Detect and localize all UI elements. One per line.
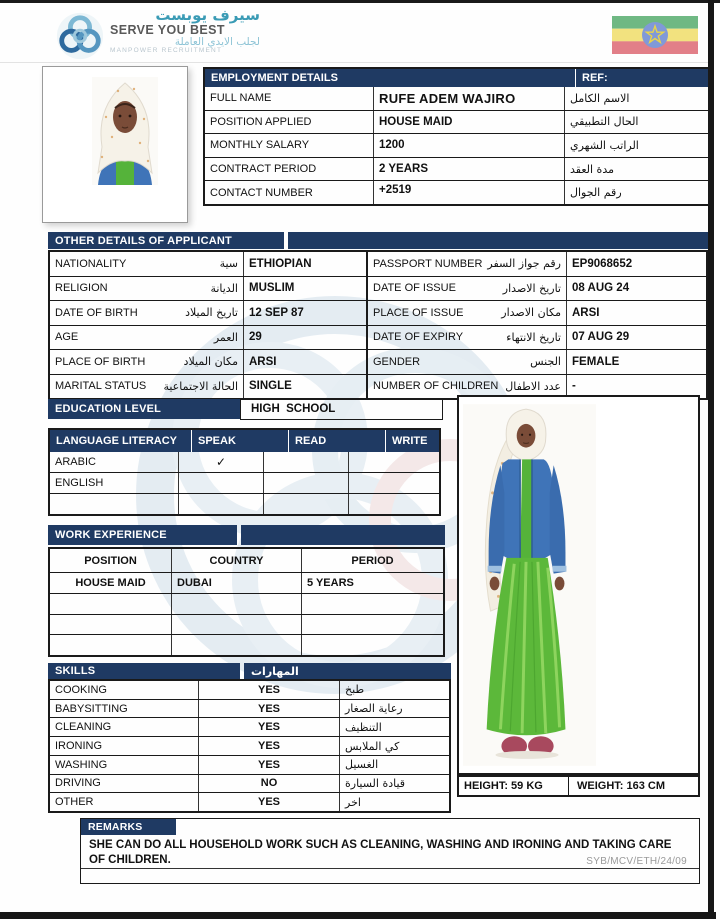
work-header-row	[50, 549, 443, 573]
field-cell	[50, 326, 244, 350]
field-value: MUSLIM	[249, 282, 295, 295]
field-label-arabic: تاريخ الميلاد	[185, 306, 238, 320]
table-row	[50, 350, 366, 375]
field-label-arabic: مدة العقد	[570, 162, 614, 176]
field-value: 1200	[374, 134, 565, 157]
table-row	[50, 635, 443, 655]
document-code: SYB/MCV/ETH/24/09	[586, 856, 687, 867]
field-cell	[368, 350, 567, 374]
position-cell	[50, 635, 172, 655]
education-level-label: EDUCATION LEVEL	[48, 399, 240, 419]
field-label: MONTHLY SALARY	[205, 134, 374, 157]
applicant-fullbody-photo	[463, 401, 596, 769]
period-cell	[302, 594, 443, 614]
column-header-country: COUNTRY	[172, 549, 302, 572]
field-label-arabic: الحالة الاجتماعية	[163, 379, 238, 393]
table-row	[50, 681, 449, 700]
field-label: DATE OF ISSUE	[373, 282, 456, 295]
table-row	[205, 134, 708, 158]
table-row	[50, 473, 439, 494]
other-details-left-table	[48, 250, 368, 400]
height-weight-row	[457, 775, 700, 797]
write-cell	[349, 494, 439, 514]
header-divider	[0, 62, 708, 63]
skill-value: YES	[199, 718, 340, 736]
period-cell	[302, 635, 443, 655]
agency-name: SERVE YOU BEST	[110, 22, 225, 37]
field-label-arabic: رقم الجوال	[570, 186, 622, 200]
language-name: ARABIC	[50, 452, 179, 472]
period-cell: 5 YEARS	[307, 576, 354, 589]
other-details-title: OTHER DETAILS OF APPLICANT	[48, 232, 284, 249]
skill-value: YES	[199, 700, 340, 718]
table-row	[50, 793, 449, 811]
skills-title: SKILLS	[48, 663, 240, 679]
field-value: EP9068652	[572, 257, 633, 270]
skill-label: BABYSITTING	[50, 700, 199, 718]
table-row	[50, 615, 443, 636]
table-row	[205, 158, 708, 182]
agency-logo-knot-icon	[55, 11, 105, 61]
field-label: DATE OF EXPIRY	[373, 331, 464, 344]
field-label-arabic: رقم جواز السفر	[487, 257, 561, 271]
applicant-fullbody-frame	[457, 395, 700, 775]
table-row	[368, 301, 706, 326]
skill-label: COOKING	[50, 681, 199, 699]
table-row	[50, 700, 449, 719]
field-label: CONTACT NUMBER	[205, 181, 374, 204]
field-value: +2519	[374, 181, 565, 204]
field-label-arabic: العمر	[213, 330, 238, 344]
field-cell	[50, 301, 244, 325]
field-value: 2 YEARS	[374, 158, 565, 181]
field-label: PLACE OF ISSUE	[373, 306, 464, 319]
table-row	[50, 252, 366, 277]
table-row	[205, 87, 708, 111]
skill-label-arabic: التنظيف	[345, 720, 382, 734]
field-label-arabic: سية	[219, 257, 238, 271]
skill-label: DRIVING	[50, 775, 199, 793]
table-row	[368, 252, 706, 277]
field-label: GENDER	[373, 355, 421, 368]
table-row	[50, 301, 366, 326]
field-label: POSITION APPLIED	[205, 111, 374, 134]
field-label-arabic: تاريخ الاصدار	[502, 281, 561, 295]
field-label: AGE	[55, 331, 79, 344]
work-experience-title: WORK EXPERIENCE	[48, 525, 237, 545]
education-level-value: HIGH SCHOOL	[240, 398, 443, 420]
read-cell	[264, 473, 349, 493]
country-cell	[172, 594, 302, 614]
field-label: PASSPORT NUMBER	[373, 257, 483, 270]
field-cell	[50, 252, 244, 276]
agency-logo-text	[110, 8, 260, 55]
field-label-arabic: مكان الاصدار	[501, 306, 561, 320]
table-row	[50, 277, 366, 302]
table-row	[205, 111, 708, 135]
field-value: ETHIOPIAN	[249, 257, 312, 270]
table-row	[50, 718, 449, 737]
column-header-speak: SPEAK	[192, 430, 288, 452]
skill-label-arabic: قيادة السيارة	[345, 776, 406, 790]
skill-value: YES	[199, 737, 340, 755]
language-literacy-title: LANGUAGE LITERACY	[50, 430, 191, 452]
column-header-write: WRITE	[386, 430, 439, 452]
write-cell	[349, 473, 439, 493]
table-row	[50, 756, 449, 775]
field-label-arabic: الاسم الكامل	[570, 91, 630, 105]
weight-value: WEIGHT: 163 CM	[577, 780, 666, 792]
country-cell	[172, 635, 302, 655]
field-label-arabic: الجنس	[530, 355, 561, 369]
skill-label-arabic: رعاية الصغار	[345, 702, 403, 716]
language-literacy-table	[48, 428, 441, 516]
field-label-arabic: الراتب الشهري	[570, 138, 639, 152]
field-label: NUMBER OF CHILDREN	[373, 380, 499, 393]
ref-label: REF:	[576, 69, 708, 87]
column-header-read: READ	[289, 430, 385, 452]
field-label-arabic: الحال التطبيقي	[570, 115, 639, 129]
skill-label-arabic: الغسيل	[345, 758, 379, 772]
remarks-box	[80, 818, 700, 884]
language-header-row	[50, 430, 439, 452]
skill-value: YES	[199, 681, 340, 699]
check-mark-icon: ✓	[179, 452, 264, 472]
write-cell	[349, 452, 439, 472]
speak-cell	[179, 473, 264, 493]
field-value: HOUSE MAID	[374, 111, 565, 134]
field-cell	[50, 277, 244, 301]
table-row	[368, 277, 706, 302]
work-experience-title-extension	[241, 525, 445, 545]
field-value: ARSI	[572, 306, 600, 319]
table-row	[50, 494, 439, 514]
agency-name-arabic: سيرف يوبست	[155, 6, 260, 24]
field-label-arabic: مكان الميلاد	[183, 355, 238, 369]
field-value: RUFE ADEM WAJIRO	[374, 87, 565, 110]
skill-label: WASHING	[50, 756, 199, 774]
height-value: HEIGHT: 59 KG	[459, 777, 569, 795]
remarks-text: SHE CAN DO ALL HOUSEHOLD WORK SUCH AS CLEANING, WASHING AND IRONING AND TAKING CARE OF CHILDREN.	[89, 839, 672, 866]
field-label-arabic: عدد الاطفال	[505, 379, 561, 393]
field-label: FULL NAME	[205, 87, 374, 110]
remarks-title: REMARKS	[81, 819, 176, 835]
field-value: 07 AUG 29	[572, 331, 630, 344]
agency-tagline: MANPOWER RECRUITMENT	[110, 46, 223, 54]
scan-border-top	[0, 0, 720, 3]
work-experience-table	[48, 547, 445, 657]
field-cell	[50, 375, 244, 399]
field-cell	[368, 277, 567, 301]
applicant-headshot-photo	[92, 77, 158, 185]
speak-cell	[179, 494, 264, 514]
skill-label-arabic: طبخ	[345, 683, 365, 697]
field-value: SINGLE	[249, 380, 292, 393]
table-row	[50, 573, 443, 594]
agency-tagline-arabic: لجلب الايدي العاملة	[174, 35, 260, 48]
position-cell	[50, 594, 172, 614]
other-details-right-table	[368, 250, 708, 400]
language-name	[50, 494, 179, 514]
table-row	[50, 375, 366, 399]
field-label-arabic: الديانة	[210, 281, 238, 295]
field-label-arabic: تاريخ الانتهاء	[506, 330, 561, 344]
country-cell: DUBAI	[172, 573, 302, 593]
ethiopia-flag-icon	[612, 16, 698, 54]
field-value: FEMALE	[572, 355, 620, 368]
skill-label-arabic: كي الملابس	[345, 739, 400, 753]
field-cell	[368, 301, 567, 325]
table-row	[368, 326, 706, 351]
table-row	[50, 326, 366, 351]
skills-table	[48, 679, 451, 813]
skill-label: CLEANING	[50, 718, 199, 736]
employment-details-table	[203, 67, 710, 206]
skill-value: YES	[199, 756, 340, 774]
field-value: 08 AUG 24	[572, 282, 630, 295]
field-label: DATE OF BIRTH	[55, 306, 138, 319]
table-row	[368, 350, 706, 375]
table-row	[50, 775, 449, 794]
column-header-position: POSITION	[50, 549, 172, 572]
table-row	[50, 594, 443, 615]
read-cell	[264, 452, 349, 472]
field-value: -	[572, 380, 576, 393]
skills-title-arabic: المهارات	[244, 663, 451, 679]
skill-value: NO	[199, 775, 340, 793]
scan-border-bottom	[0, 912, 716, 919]
field-value: 12 SEP 87	[249, 306, 304, 319]
column-header-period: PERIOD	[351, 554, 394, 567]
field-value: 29	[249, 331, 262, 344]
other-details-title-extension	[288, 232, 708, 249]
table-row	[50, 452, 439, 473]
applicant-headshot-frame	[42, 66, 188, 223]
skill-label-arabic: اخر	[345, 795, 361, 809]
table-row	[50, 737, 449, 756]
field-cell	[50, 350, 244, 374]
table-row	[205, 181, 708, 204]
remarks-divider	[81, 868, 699, 869]
field-label: RELIGION	[55, 282, 108, 295]
skill-label: IRONING	[50, 737, 199, 755]
language-name: ENGLISH	[50, 473, 179, 493]
position-cell	[50, 615, 172, 635]
field-cell	[368, 252, 567, 276]
skill-value: YES	[199, 793, 340, 811]
field-label: NATIONALITY	[55, 257, 127, 270]
employment-header-row	[205, 69, 708, 87]
employment-title: EMPLOYMENT DETAILS	[205, 69, 575, 87]
field-value: ARSI	[249, 355, 277, 368]
field-label: CONTRACT PERIOD	[205, 158, 374, 181]
country-cell	[172, 615, 302, 635]
read-cell	[264, 494, 349, 514]
field-label: MARITAL STATUS	[55, 380, 147, 393]
position-cell: HOUSE MAID	[50, 573, 172, 593]
field-label: PLACE OF BIRTH	[55, 355, 146, 368]
period-cell	[302, 615, 443, 635]
field-cell	[368, 326, 567, 350]
skill-label: OTHER	[50, 793, 199, 811]
